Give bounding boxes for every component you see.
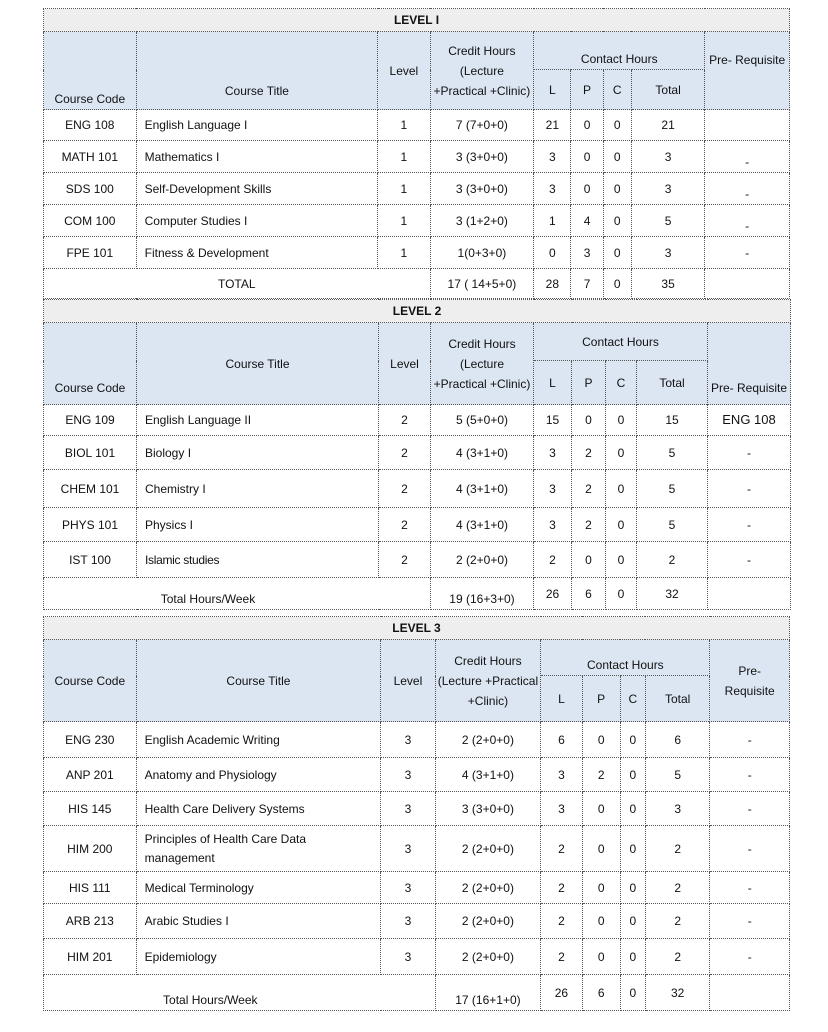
total-credit-hours: 17 (16+1+0) bbox=[435, 975, 541, 1011]
prerequisite: - bbox=[710, 758, 790, 792]
header-credit-hours: Credit Hours (Lecture +Practical +Clinic) bbox=[435, 640, 541, 722]
course-title: Self-Development Skills bbox=[136, 173, 378, 205]
credit-hours: 5 (5+0+0) bbox=[431, 405, 534, 436]
course-code: HIM 200 bbox=[44, 826, 137, 872]
header-course-title: Course Title bbox=[136, 32, 378, 110]
practical-hours: 0 bbox=[572, 542, 606, 578]
practical-hours: 0 bbox=[582, 904, 620, 939]
lecture-hours: 6 bbox=[541, 722, 582, 758]
total-practical: 6 bbox=[572, 578, 606, 610]
total-clinic: 0 bbox=[620, 975, 645, 1011]
table-row bbox=[44, 470, 791, 508]
total-label: TOTAL bbox=[44, 269, 431, 299]
course-title: Medical Terminology bbox=[136, 872, 381, 904]
practical-hours: 0 bbox=[572, 405, 606, 436]
header-contact-hours: Contact Hours bbox=[534, 323, 708, 361]
table-row bbox=[44, 542, 791, 578]
practical-hours: 2 bbox=[582, 758, 620, 792]
table-row bbox=[44, 141, 790, 173]
header-prerequisite: Pre- Requisite bbox=[708, 323, 791, 405]
header-l: L bbox=[541, 676, 582, 722]
course-code: CHEM 101 bbox=[44, 470, 137, 508]
credit-hours: 4 (3+1+0) bbox=[435, 758, 541, 792]
total-prerequisite bbox=[710, 975, 790, 1011]
header-total: Total bbox=[637, 361, 708, 405]
table-row bbox=[44, 939, 790, 975]
total-hours: 5 bbox=[631, 205, 704, 237]
table-row bbox=[44, 237, 790, 269]
header-course-title: Course Title bbox=[137, 323, 379, 405]
practical-hours: 0 bbox=[582, 722, 620, 758]
course-level: 3 bbox=[381, 758, 435, 792]
course-level: 1 bbox=[378, 141, 430, 173]
course-code: PHYS 101 bbox=[44, 508, 137, 542]
header-l: L bbox=[534, 70, 571, 110]
course-code: COM 100 bbox=[44, 205, 137, 237]
clinic-hours: 0 bbox=[606, 542, 637, 578]
course-title: Mathematics I bbox=[136, 141, 378, 173]
lecture-hours: 3 bbox=[534, 508, 572, 542]
course-code: HIM 201 bbox=[44, 939, 137, 975]
total-hours: 6 bbox=[645, 722, 709, 758]
lecture-hours: 3 bbox=[534, 173, 571, 205]
course-title: Epidemiology bbox=[136, 939, 381, 975]
lecture-hours: 2 bbox=[541, 904, 582, 939]
header-l: L bbox=[534, 361, 572, 405]
credit-hours: 3 (3+0+0) bbox=[435, 792, 541, 826]
prerequisite: ENG 108 bbox=[708, 405, 791, 436]
total-clinic: 0 bbox=[606, 578, 637, 610]
header-contact-hours: Contact Hours bbox=[534, 32, 705, 70]
practical-hours: 4 bbox=[571, 205, 603, 237]
course-code: HIS 111 bbox=[44, 872, 137, 904]
prerequisite: - bbox=[708, 436, 791, 470]
table-row bbox=[44, 792, 790, 826]
prerequisite: - bbox=[705, 205, 790, 237]
total-hours: 3 bbox=[631, 173, 704, 205]
credit-hours: 3 (1+2+0) bbox=[430, 205, 534, 237]
header-contact-hours: Contact Hours bbox=[541, 640, 710, 676]
table-row bbox=[44, 436, 791, 470]
lecture-hours: 3 bbox=[534, 436, 572, 470]
credit-hours: 2 (2+0+0) bbox=[435, 904, 541, 939]
practical-hours: 3 bbox=[571, 237, 603, 269]
course-title: Computer Studies I bbox=[136, 205, 378, 237]
total-hours: 15 bbox=[637, 405, 708, 436]
credit-hours: 7 (7+0+0) bbox=[430, 110, 534, 141]
prerequisite: - bbox=[710, 904, 790, 939]
header-course-title: Course Title bbox=[136, 640, 381, 722]
total-contact: 32 bbox=[645, 975, 709, 1011]
course-title: Health Care Delivery Systems bbox=[136, 792, 381, 826]
total-hours: 5 bbox=[637, 508, 708, 542]
header-c: C bbox=[606, 361, 637, 405]
header-c: C bbox=[620, 676, 645, 722]
total-hours: 3 bbox=[645, 792, 709, 826]
total-hours: 2 bbox=[645, 826, 709, 872]
course-code: ANP 201 bbox=[44, 758, 137, 792]
course-level: 3 bbox=[381, 939, 435, 975]
practical-hours: 2 bbox=[572, 470, 606, 508]
total-credit-hours: 19 (16+3+0) bbox=[431, 578, 534, 610]
practical-hours: 0 bbox=[582, 872, 620, 904]
total-prerequisite bbox=[705, 269, 790, 299]
practical-hours: 0 bbox=[582, 939, 620, 975]
practical-hours: 2 bbox=[572, 436, 606, 470]
credit-hours: 3 (3+0+0) bbox=[430, 173, 534, 205]
clinic-hours: 0 bbox=[606, 470, 637, 508]
course-code: MATH 101 bbox=[44, 141, 137, 173]
total-hours: 2 bbox=[645, 872, 709, 904]
course-level: 2 bbox=[379, 436, 431, 470]
clinic-hours: 0 bbox=[603, 141, 631, 173]
clinic-hours: 0 bbox=[603, 110, 631, 141]
prerequisite: - bbox=[708, 542, 791, 578]
course-title: Anatomy and Physiology bbox=[136, 758, 381, 792]
course-level: 2 bbox=[379, 405, 431, 436]
course-level: 2 bbox=[379, 542, 431, 578]
credit-hours: 3 (3+0+0) bbox=[430, 141, 534, 173]
course-level: 3 bbox=[381, 722, 435, 758]
clinic-hours: 0 bbox=[603, 237, 631, 269]
table-row bbox=[44, 205, 790, 237]
total-hours: 21 bbox=[631, 110, 704, 141]
header-p: P bbox=[582, 676, 620, 722]
total-hours: 5 bbox=[637, 470, 708, 508]
total-prerequisite bbox=[708, 578, 791, 610]
level-heading: LEVEL I bbox=[44, 9, 790, 32]
prerequisite: - bbox=[710, 872, 790, 904]
clinic-hours: 0 bbox=[620, 939, 645, 975]
course-code: ENG 109 bbox=[44, 405, 137, 436]
course-code: IST 100 bbox=[44, 542, 137, 578]
lecture-hours: 3 bbox=[541, 792, 582, 826]
course-code: ARB 213 bbox=[44, 904, 137, 939]
clinic-hours: 0 bbox=[620, 758, 645, 792]
credit-hours: 2 (2+0+0) bbox=[435, 939, 541, 975]
table-row bbox=[44, 110, 790, 141]
course-level: 1 bbox=[378, 173, 430, 205]
total-contact: 32 bbox=[637, 578, 708, 610]
credit-hours: 2 (2+0+0) bbox=[435, 722, 541, 758]
course-code: HIS 145 bbox=[44, 792, 137, 826]
header-level: Level bbox=[381, 640, 435, 722]
clinic-hours: 0 bbox=[606, 405, 637, 436]
practical-hours: 0 bbox=[571, 173, 603, 205]
level-heading: LEVEL 2 bbox=[44, 300, 791, 323]
header-total: Total bbox=[645, 676, 709, 722]
total-row bbox=[44, 578, 791, 610]
course-title: English Academic Writing bbox=[136, 722, 381, 758]
total-lecture: 26 bbox=[541, 975, 582, 1011]
credit-hours: 1(0+3+0) bbox=[430, 237, 534, 269]
prerequisite: - bbox=[705, 141, 790, 173]
header-level: Level bbox=[378, 32, 430, 110]
table-row bbox=[44, 872, 790, 904]
clinic-hours: 0 bbox=[620, 722, 645, 758]
clinic-hours: 0 bbox=[606, 508, 637, 542]
total-credit-hours: 17 ( 14+5+0) bbox=[430, 269, 534, 299]
lecture-hours: 2 bbox=[534, 542, 572, 578]
total-hours: 2 bbox=[637, 542, 708, 578]
course-title: Islamic studies bbox=[137, 542, 379, 578]
course-level: 1 bbox=[378, 205, 430, 237]
total-hours: 5 bbox=[645, 758, 709, 792]
table-row bbox=[44, 826, 790, 872]
header-prerequisite: Pre- Requisite bbox=[710, 640, 790, 722]
level-heading: LEVEL 3 bbox=[44, 617, 790, 640]
lecture-hours: 3 bbox=[534, 141, 571, 173]
credit-hours: 2 (2+0+0) bbox=[435, 826, 541, 872]
credit-hours: 2 (2+0+0) bbox=[435, 872, 541, 904]
total-lecture: 28 bbox=[534, 269, 571, 299]
table-row bbox=[44, 405, 791, 436]
total-practical: 7 bbox=[571, 269, 603, 299]
total-practical: 6 bbox=[582, 975, 620, 1011]
lecture-hours: 1 bbox=[534, 205, 571, 237]
header-total: Total bbox=[631, 70, 704, 110]
table-row bbox=[44, 722, 790, 758]
course-title: Fitness & Development bbox=[136, 237, 378, 269]
prerequisite: - bbox=[710, 722, 790, 758]
course-code: ENG 108 bbox=[44, 110, 137, 141]
course-title: Physics I bbox=[137, 508, 379, 542]
total-row bbox=[44, 975, 790, 1011]
prerequisite bbox=[705, 110, 790, 141]
table-row bbox=[44, 758, 790, 792]
lecture-hours: 2 bbox=[541, 939, 582, 975]
total-hours: 5 bbox=[637, 436, 708, 470]
header-course-code: Course Code bbox=[44, 32, 137, 110]
header-course-code: Course Code bbox=[44, 640, 137, 722]
header-course-code: Course Code bbox=[44, 323, 137, 405]
total-hours: 3 bbox=[631, 237, 704, 269]
clinic-hours: 0 bbox=[603, 173, 631, 205]
total-hours: 2 bbox=[645, 904, 709, 939]
prerequisite: - bbox=[710, 792, 790, 826]
header-level: Level bbox=[379, 323, 431, 405]
level-3-table bbox=[43, 616, 790, 1011]
practical-hours: 0 bbox=[582, 826, 620, 872]
total-hours: 2 bbox=[645, 939, 709, 975]
lecture-hours: 3 bbox=[541, 758, 582, 792]
course-title: Chemistry I bbox=[137, 470, 379, 508]
clinic-hours: 0 bbox=[620, 826, 645, 872]
clinic-hours: 0 bbox=[620, 792, 645, 826]
total-label: Total Hours/Week bbox=[44, 975, 436, 1011]
credit-hours: 4 (3+1+0) bbox=[431, 436, 534, 470]
lecture-hours: 2 bbox=[541, 826, 582, 872]
course-level: 1 bbox=[378, 110, 430, 141]
credit-hours: 4 (3+1+0) bbox=[431, 508, 534, 542]
header-p: P bbox=[571, 70, 603, 110]
clinic-hours: 0 bbox=[620, 872, 645, 904]
prerequisite: - bbox=[705, 237, 790, 269]
prerequisite: - bbox=[708, 470, 791, 508]
credit-hours: 2 (2+0+0) bbox=[431, 542, 534, 578]
clinic-hours: 0 bbox=[603, 205, 631, 237]
course-level: 3 bbox=[381, 792, 435, 826]
total-contact: 35 bbox=[631, 269, 704, 299]
course-level: 3 bbox=[381, 826, 435, 872]
course-title: English Language I bbox=[136, 110, 378, 141]
practical-hours: 0 bbox=[571, 141, 603, 173]
course-level: 3 bbox=[381, 872, 435, 904]
practical-hours: 0 bbox=[571, 110, 603, 141]
header-credit-hours: Credit Hours (Lecture +Practical +Clinic) bbox=[431, 323, 534, 405]
table-row bbox=[44, 508, 791, 542]
course-level: 2 bbox=[379, 508, 431, 542]
total-hours: 3 bbox=[631, 141, 704, 173]
course-title: Principles of Health Care Data management bbox=[136, 826, 381, 872]
course-level: 2 bbox=[379, 470, 431, 508]
header-credit-hours: Credit Hours (Lecture +Practical +Clinic) bbox=[430, 32, 534, 110]
practical-hours: 0 bbox=[582, 792, 620, 826]
header-prerequisite: Pre- Requisite bbox=[705, 32, 790, 110]
course-code: FPE 101 bbox=[44, 237, 137, 269]
table-row bbox=[44, 173, 790, 205]
clinic-hours: 0 bbox=[606, 436, 637, 470]
course-code: ENG 230 bbox=[44, 722, 137, 758]
prerequisite: - bbox=[705, 173, 790, 205]
lecture-hours: 0 bbox=[534, 237, 571, 269]
course-level: 1 bbox=[378, 237, 430, 269]
total-lecture: 26 bbox=[534, 578, 572, 610]
credit-hours: 4 (3+1+0) bbox=[431, 470, 534, 508]
prerequisite: - bbox=[710, 939, 790, 975]
course-title: Arabic Studies I bbox=[136, 904, 381, 939]
practical-hours: 2 bbox=[572, 508, 606, 542]
course-code: BIOL 101 bbox=[44, 436, 137, 470]
course-title: English Language II bbox=[137, 405, 379, 436]
table-row bbox=[44, 904, 790, 939]
course-title: Biology I bbox=[137, 436, 379, 470]
prerequisite: - bbox=[708, 508, 791, 542]
prerequisite: - bbox=[710, 826, 790, 872]
course-level: 3 bbox=[381, 904, 435, 939]
level-1-table bbox=[43, 8, 790, 299]
clinic-hours: 0 bbox=[620, 904, 645, 939]
course-code: SDS 100 bbox=[44, 173, 137, 205]
lecture-hours: 15 bbox=[534, 405, 572, 436]
total-label: Total Hours/Week bbox=[44, 578, 431, 610]
header-c: C bbox=[603, 70, 631, 110]
lecture-hours: 2 bbox=[541, 872, 582, 904]
level-2-table bbox=[43, 299, 791, 610]
lecture-hours: 3 bbox=[534, 470, 572, 508]
header-p: P bbox=[572, 361, 606, 405]
total-clinic: 0 bbox=[603, 269, 631, 299]
total-row bbox=[44, 269, 790, 299]
lecture-hours: 21 bbox=[534, 110, 571, 141]
